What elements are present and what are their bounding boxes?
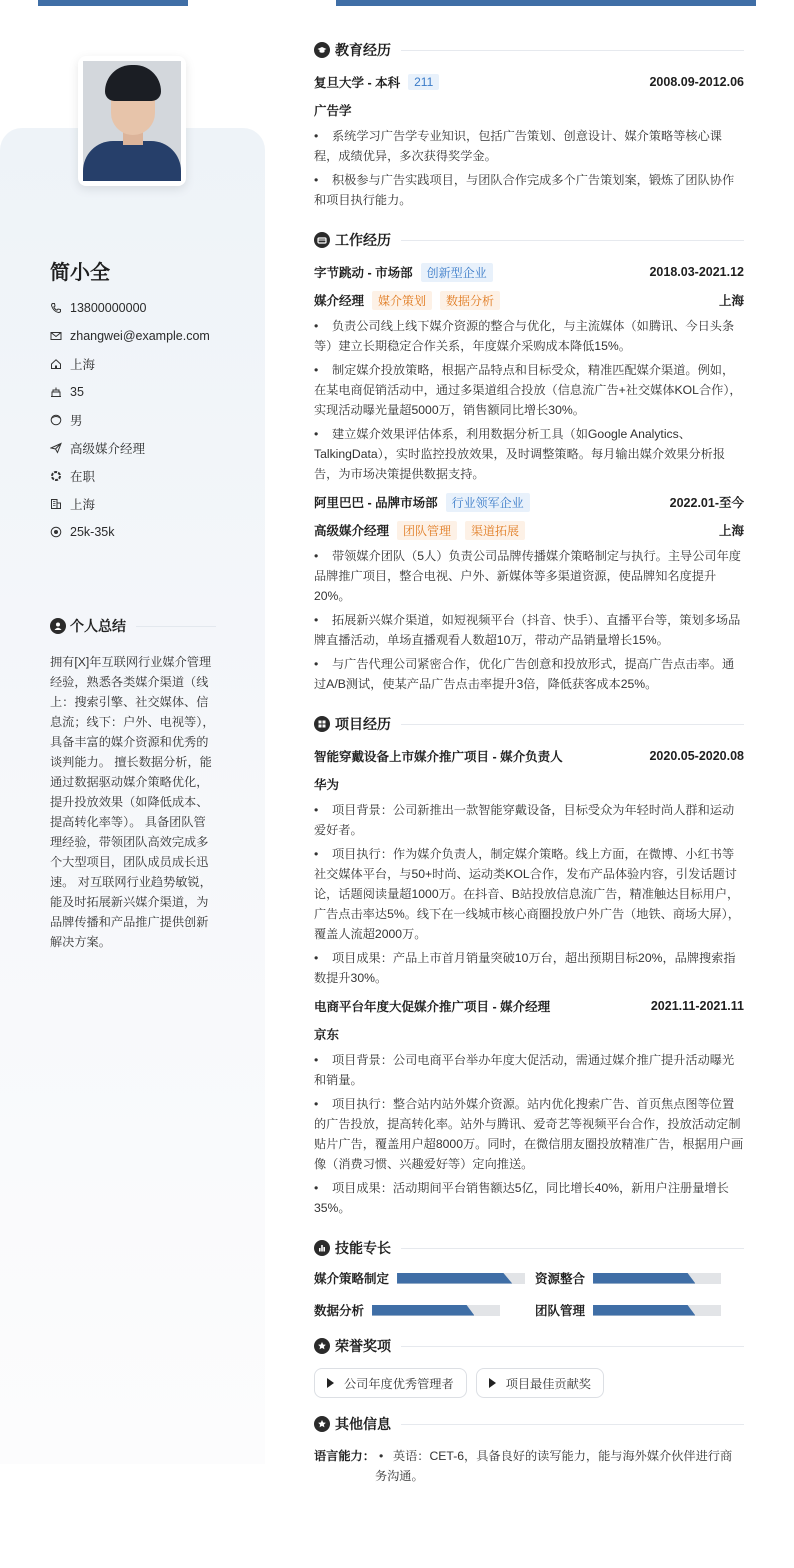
- salary-icon: [50, 526, 62, 538]
- list-item: • 项目成果：活动期间平台销售额达5亿，同比增长40%，新用户注册量增长35%。: [314, 1181, 729, 1215]
- divider: [401, 50, 744, 51]
- info-gender: [50, 406, 210, 434]
- status-icon: [50, 470, 62, 482]
- skill-item: [535, 1268, 744, 1288]
- gender-icon: [50, 414, 62, 426]
- skill-bar: [593, 1305, 721, 1316]
- education-title: 教育经历: [335, 42, 391, 58]
- main-content: [314, 38, 744, 1486]
- skill-item: [314, 1268, 535, 1288]
- work-role-row: [314, 516, 744, 544]
- language-label: 语言能力：: [314, 1449, 375, 1463]
- info-phone: [50, 294, 210, 322]
- list-item: • 制定媒介投放策略，根据产品特点和目标受众，精准匹配媒介渠道。例如，在某电商促销活动中，通过多渠道组合投放（信息流广告+社交媒体KOL合作），实现活动曝光量超5000万，销售额同比增长30%。: [314, 363, 742, 417]
- contact-info-list: [50, 294, 210, 546]
- summary-heading: [50, 616, 216, 636]
- play-icon: [327, 1378, 334, 1388]
- work-date: 2022.01-至今: [669, 496, 744, 510]
- divider: [401, 1248, 744, 1249]
- graduation-cap-icon: [314, 42, 330, 58]
- language-value: • 英语：CET-6，具备良好的读写能力，能与海外媒介伙伴进行商务沟通。: [374, 1449, 733, 1483]
- info-salary: [50, 518, 210, 546]
- paper-plane-icon: [50, 442, 62, 454]
- company-tag: 创新型企业: [421, 263, 493, 282]
- divider: [401, 240, 744, 241]
- skills-heading: [314, 1236, 744, 1260]
- summary-title: 个人总结: [70, 618, 126, 634]
- skill-bar-fill: [593, 1305, 695, 1316]
- projects-heading: [314, 712, 744, 736]
- work-company-row: [314, 258, 744, 286]
- skill-label: 媒介策略制定: [314, 1272, 390, 1286]
- briefcase-icon: [314, 232, 330, 248]
- job-role: 媒介经理: [314, 294, 365, 308]
- avatar: [78, 56, 186, 186]
- skill-item: [314, 1300, 535, 1320]
- portrait-photo: [83, 61, 181, 181]
- email-value: zhangwei@example.com: [70, 329, 210, 343]
- skill-label: 数据分析: [314, 1304, 365, 1318]
- divider: [136, 626, 216, 627]
- role-tag: 渠道拓展: [465, 521, 525, 540]
- school-tag: 211: [408, 74, 439, 90]
- project-bullets: [314, 800, 744, 988]
- location-value: 上海: [70, 358, 96, 372]
- work-date: 2018.03-2021.12: [649, 265, 744, 279]
- info-location: [50, 350, 210, 378]
- phone-value: 13800000000: [70, 301, 147, 315]
- top-accent-bar-left: [38, 0, 188, 6]
- phone-icon: [50, 302, 62, 314]
- age-icon: [50, 386, 62, 398]
- skill-bar-fill: [397, 1273, 512, 1284]
- project-name: 电商平台年度大促媒介推广项目 - 媒介经理: [314, 1000, 551, 1014]
- user-icon: [50, 618, 66, 634]
- info-city: [50, 490, 210, 518]
- skill-label: 资源整合: [535, 1272, 586, 1286]
- city-value: 上海: [70, 498, 96, 512]
- company-name: 字节跳动 - 市场部: [314, 266, 413, 280]
- list-item: • 建立媒介效果评估体系，利用数据分析工具（如Google Analytics、TalkingData），实时监控投放效果，及时调整策略。每月输出媒介效果分析报告，为市场决策提供数据支持。: [314, 427, 726, 481]
- building-icon: [50, 498, 62, 510]
- skill-bar: [593, 1273, 721, 1284]
- info-status: [50, 462, 210, 490]
- skill-bar-fill: [593, 1273, 695, 1284]
- skills-title: 技能专长: [335, 1240, 391, 1256]
- skill-bar-fill: [372, 1305, 474, 1316]
- role-tag: 数据分析: [440, 291, 500, 310]
- work-bullets: [314, 546, 744, 694]
- list-item: • 带领媒介团队（5人）负责公司品牌传播媒介策略制定与执行。主导公司年度品牌推广项目，整合电视、户外、新媒体等多渠道资源，使品牌知名度提升20%。: [314, 549, 741, 603]
- divider: [401, 1346, 744, 1347]
- skills-grid: [314, 1268, 744, 1320]
- info-icon: [314, 1416, 330, 1432]
- list-item: • 负责公司线上线下媒介资源的整合与优化，与主流媒体（如腾讯、今日头条等）建立长期稳定合作关系，年度媒介采购成本降低15%。: [314, 319, 735, 353]
- awards-list: [314, 1368, 744, 1398]
- work-location: 上海: [718, 294, 744, 308]
- job-role: 高级媒介经理: [314, 524, 390, 538]
- award-label: 项目最佳贡献奖: [505, 1376, 591, 1391]
- list-item: • 项目执行：整合站内站外媒介资源。站内优化搜索广告、首页焦点图等位置的广告投放，提高转化率。站外与腾讯、爱奇艺等视频平台合作，投放活动定制贴片广告，覆盖用户超8000万。同时，在微信朋友圈投放精准广告，根据用户画像（消费习惯、兴趣爱好等）定向推送。: [314, 1097, 744, 1171]
- award-label: 公司年度优秀管理者: [344, 1376, 454, 1391]
- award-chip: [476, 1368, 604, 1398]
- list-item: • 与广告代理公司紧密合作，优化广告创意和投放形式，提高广告点击率。通过A/B测试，使某产品广告点击率提升3倍，降低获客成本25%。: [314, 657, 735, 691]
- language-row: [314, 1446, 744, 1486]
- list-item: • 项目成果：产品上市首月销量突破10万台，超出预期目标20%，品牌搜索指数提升30%。: [314, 951, 736, 985]
- skills-section: [314, 1236, 744, 1320]
- position-value: 高级媒介经理: [70, 442, 146, 456]
- education-bullets: [314, 126, 744, 210]
- projects-section: [314, 712, 744, 1218]
- bar-chart-icon: [314, 1240, 330, 1256]
- awards-heading: [314, 1334, 744, 1358]
- status-value: 在职: [70, 470, 96, 484]
- education-heading: [314, 38, 744, 62]
- skill-item: [535, 1300, 744, 1320]
- project-client-row: [314, 770, 744, 798]
- candidate-name: 简小全: [50, 262, 110, 284]
- projects-title: 项目经历: [335, 716, 391, 732]
- award-icon: [314, 1338, 330, 1354]
- grid-icon: [314, 716, 330, 732]
- work-heading: [314, 228, 744, 252]
- divider: [401, 1424, 744, 1425]
- list-item: • 积极参与广告实践项目，与团队合作完成多个广告策划案，锻炼了团队协作和项目执行能力。: [314, 173, 735, 207]
- skill-label: 团队管理: [535, 1304, 586, 1318]
- info-email: [50, 322, 210, 350]
- work-location: 上海: [718, 524, 744, 538]
- project-client: 京东: [314, 1028, 340, 1042]
- play-icon: [489, 1378, 496, 1388]
- role-tag: 团队管理: [397, 521, 457, 540]
- project-bullets: [314, 1050, 744, 1218]
- education-row: [314, 68, 744, 96]
- project-client-row: [314, 1020, 744, 1048]
- other-heading: [314, 1412, 744, 1436]
- education-date: 2008.09-2012.06: [649, 75, 744, 89]
- mail-icon: [50, 330, 62, 342]
- skill-bar: [397, 1273, 525, 1284]
- project-row: [314, 992, 744, 1020]
- list-item: • 系统学习广告学专业知识，包括广告策划、创意设计、媒介策略等核心课程，成绩优异，多次获得奖学金。: [314, 129, 722, 163]
- info-age: [50, 378, 210, 406]
- project-date: 2020.05-2020.08: [649, 749, 744, 763]
- top-accent-bar-right: [336, 0, 756, 6]
- project-name: 智能穿戴设备上市媒介推广项目 - 媒介负责人: [314, 750, 563, 764]
- company-name: 阿里巴巴 - 品牌市场部: [314, 496, 438, 510]
- summary-text: 拥有[X]年互联网行业媒介管理经验，熟悉各类媒介渠道（线上：搜索引擎、社交媒体、信息流；线下：户外、电视等），具备丰富的媒介资源和优秀的谈判能力。 擅长数据分析，能通过数据驱动媒介策略优化，提升投放效果（如降低成本、提高转化率等）。 具备团队管理经验，带领团队高效完成多个大型项目，团队成员成长迅速。 对互联网行业趋势敏锐，能及时拓展新兴媒介渠道，为品牌传播和产品推广提供创新解决方案。: [50, 655, 215, 949]
- divider: [401, 724, 744, 725]
- project-client: 华为: [314, 778, 340, 792]
- work-section: [314, 228, 744, 694]
- project-row: [314, 742, 744, 770]
- info-position: [50, 434, 210, 462]
- awards-section: [314, 1334, 744, 1398]
- company-tag: 行业领军企业: [446, 493, 530, 512]
- gender-value: 男: [70, 414, 83, 428]
- role-tag: 媒介策划: [372, 291, 432, 310]
- work-bullets: [314, 316, 744, 484]
- school-name: 复旦大学 - 本科: [314, 76, 401, 90]
- skill-bar: [372, 1305, 500, 1316]
- home-icon: [50, 358, 62, 370]
- other-title: 其他信息: [335, 1416, 391, 1432]
- project-date: 2021.11-2021.11: [650, 999, 744, 1013]
- list-item: • 项目背景：公司新推出一款智能穿戴设备，目标受众为年轻时尚人群和运动爱好者。: [314, 803, 735, 837]
- work-company-row: [314, 488, 744, 516]
- list-item: • 项目执行：作为媒介负责人，制定媒介策略。线上方面，在微博、小红书等社交媒体平台，与50+时尚、运动类KOL合作，发布产品体验内容，引发话题讨论，话题阅读量超1000万。在抖音、B站投放信息流广告，精准触达目标用户，广告点击率达5%。线下在一线城市核心商圈投放户外广告（地铁、商场大屏），覆盖人流超2000万。: [314, 847, 740, 941]
- major: 广告学: [314, 104, 352, 118]
- awards-title: 荣誉奖项: [335, 1338, 391, 1354]
- work-role-row: [314, 286, 744, 314]
- work-title: 工作经历: [335, 232, 391, 248]
- salary-value: 25k-35k: [70, 525, 115, 539]
- award-chip: [314, 1368, 467, 1398]
- age-value: 35: [70, 385, 84, 399]
- other-section: [314, 1412, 744, 1486]
- major-row: [314, 96, 744, 124]
- list-item: • 拓展新兴媒介渠道，如短视频平台（抖音、快手）、直播平台等，策划多场品牌直播活动，单场直播观看人数超10万，带动产品销量增长15%。: [314, 613, 741, 647]
- list-item: • 项目背景：公司电商平台举办年度大促活动，需通过媒介推广提升活动曝光和销量。: [314, 1053, 735, 1087]
- education-section: [314, 38, 744, 210]
